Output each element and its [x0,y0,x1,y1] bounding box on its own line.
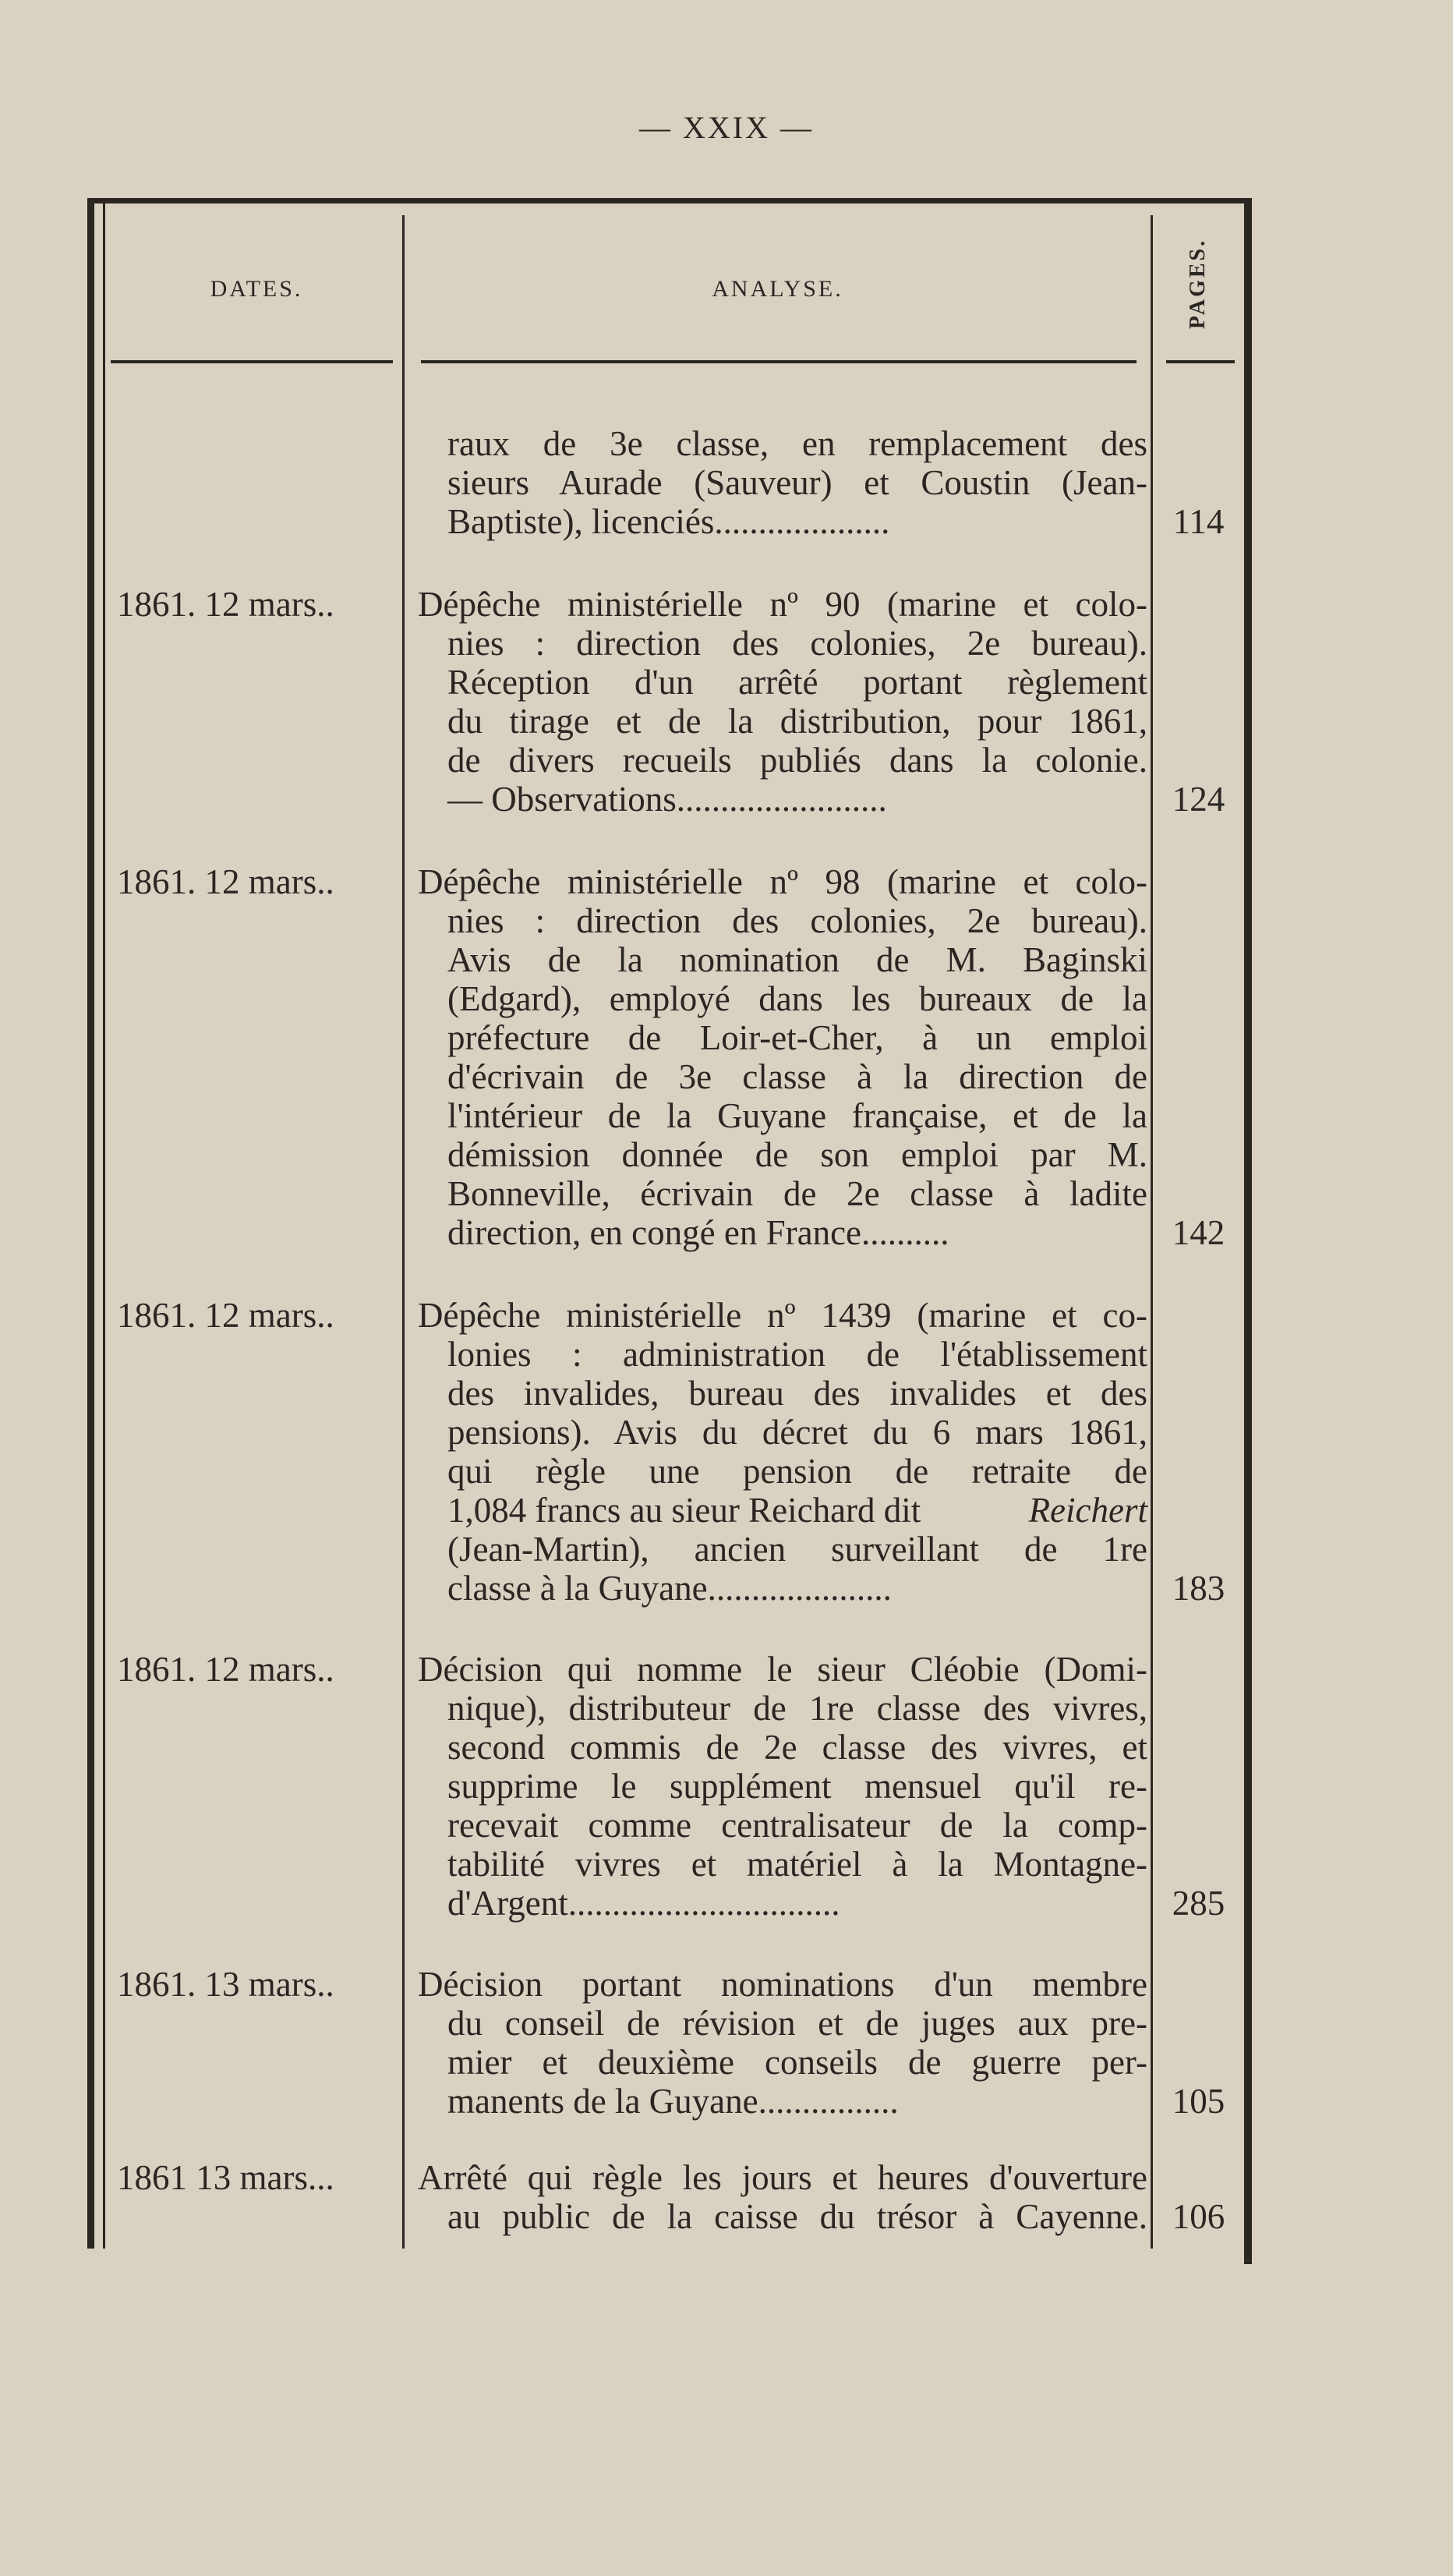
analysis-line: supprime le supplément mensuel qu'il re- [447,1767,1147,1806]
analysis-line: de divers recueils publiés dans la colonie. [447,741,1147,780]
entry-analysis [418,1296,1147,1608]
analysis-line: (Jean-Martin), ancien surveillant de 1re [447,1530,1147,1569]
analysis-line: nies : direction des colonies, 2e bureau). [447,901,1147,940]
entry-page: 106 [1172,2197,1225,2236]
entry-page: 114 [1172,502,1225,541]
analysis-line: raux de 3e classe, en remplacement des [447,424,1147,463]
analysis-line: des invalides, bureau des invalides et des [447,1374,1147,1413]
header-dates: DATES. [210,276,303,302]
analysis-line: l'intérieur de la Guyane française, et de la [447,1096,1147,1135]
analysis-line: second commis de 2e classe des vivres, et [447,1728,1147,1767]
entry-analysis [418,1965,1147,2121]
right-border [1244,198,1252,2264]
entry-date: 1861. 13 mars.. [117,1965,334,2004]
analysis-line: démission donnée de son emploi par M. [447,1135,1147,1174]
left-border-inner [103,198,105,2249]
entry-analysis [418,1650,1147,1923]
entry-date: 1861. 12 mars.. [117,862,334,901]
header-analyse: ANALYSE. [712,276,843,302]
analysis-line: du tirage et de la distribution, pour 1861, [447,702,1147,741]
entry-date: 1861. 12 mars.. [117,585,334,624]
entry-analysis [447,424,1147,541]
analysis-line: direction, en congé en France.......... [447,1213,949,1252]
analysis-line: Dépêche ministérielle nº 98 (marine et colo- [418,862,1147,901]
header-underline-dates [111,360,393,363]
analysis-line-with-italic [447,1491,1147,1530]
analysis-line: Réception d'un arrêté portant règlement [447,663,1147,702]
analysis-line: nique), distributeur de 1re classe des vivres, [447,1689,1147,1728]
analysis-line: du conseil de révision et de juges aux pre- [447,2004,1147,2043]
analysis-line: recevait comme centralisateur de la comp- [447,1806,1147,1845]
column-divider-dates [402,215,405,2249]
analysis-line: Décision qui nomme le sieur Cléobie (Domi- [418,1650,1147,1689]
analysis-line: Dépêche ministérielle nº 1439 (marine et co- [418,1296,1147,1335]
page-number: — XXIX — [639,110,814,145]
analysis-line: Avis de la nomination de M. Baginski [447,940,1147,979]
analysis-line: lonies : administration de l'établissement [447,1335,1147,1374]
analysis-line: préfecture de Loir-et-Cher, à un emploi [447,1018,1147,1057]
entry-page: 124 [1172,780,1225,819]
analysis-line: qui règle une pension de retraite de [447,1452,1147,1491]
analysis-line: (Edgard), employé dans les bureaux de la [447,979,1147,1018]
analysis-line: nies : direction des colonies, 2e bureau). [447,624,1147,663]
entry-date: 1861. 12 mars.. [117,1650,334,1689]
analysis-line: mier et deuxième conseils de guerre per- [447,2043,1147,2082]
analysis-line: classe à la Guyane..................... [447,1569,892,1608]
analysis-line: au public de la caisse du trésor à Cayenne. [447,2197,1147,2236]
index-table [87,198,1252,2249]
analysis-line: Bonneville, écrivain de 2e classe à ladite [447,1174,1147,1213]
top-rule [87,198,1252,203]
analysis-line: — Observations........................ [447,780,887,819]
header-pages-cell [1153,221,1244,346]
entry-page: 105 [1172,2082,1225,2121]
analysis-line: d'écrivain de 3e classe à la direction de [447,1057,1147,1096]
entry-page: 285 [1172,1884,1225,1923]
entry-analysis [418,585,1147,819]
analysis-line: Baptiste), licenciés.................... [447,502,890,541]
analysis-line: manents de la Guyane................ [447,2082,899,2121]
left-border [87,198,94,2249]
analysis-line: d'Argent............................... [447,1884,840,1923]
analysis-line: 1,084 francs au sieur Reichard dit [447,1491,921,1530]
header-pages: PAGES. [1186,238,1211,330]
entry-page: 142 [1172,1213,1225,1252]
analysis-line: tabilité vivres et matériel à la Montagne- [447,1845,1147,1884]
header-underline-analyse [421,360,1137,363]
entry-analysis [418,862,1147,1252]
analysis-line: pensions). Avis du décret du 6 mars 1861, [447,1413,1147,1452]
italic-alias: Reichert [1028,1491,1147,1530]
analysis-line: Dépêche ministérielle nº 90 (marine et colo- [418,585,1147,624]
analysis-line: sieurs Aurade (Sauveur) et Coustin (Jean- [447,463,1147,502]
entry-date: 1861. 12 mars.. [117,1296,334,1335]
analysis-line: Arrêté qui règle les jours et heures d'ouverture [418,2158,1147,2197]
entry-page: 183 [1172,1569,1225,1608]
analysis-line: Décision portant nominations d'un membre [418,1965,1147,2004]
entry-analysis [418,2158,1147,2236]
entry-date: 1861 13 mars... [117,2158,334,2197]
header-underline-pages [1166,360,1235,363]
